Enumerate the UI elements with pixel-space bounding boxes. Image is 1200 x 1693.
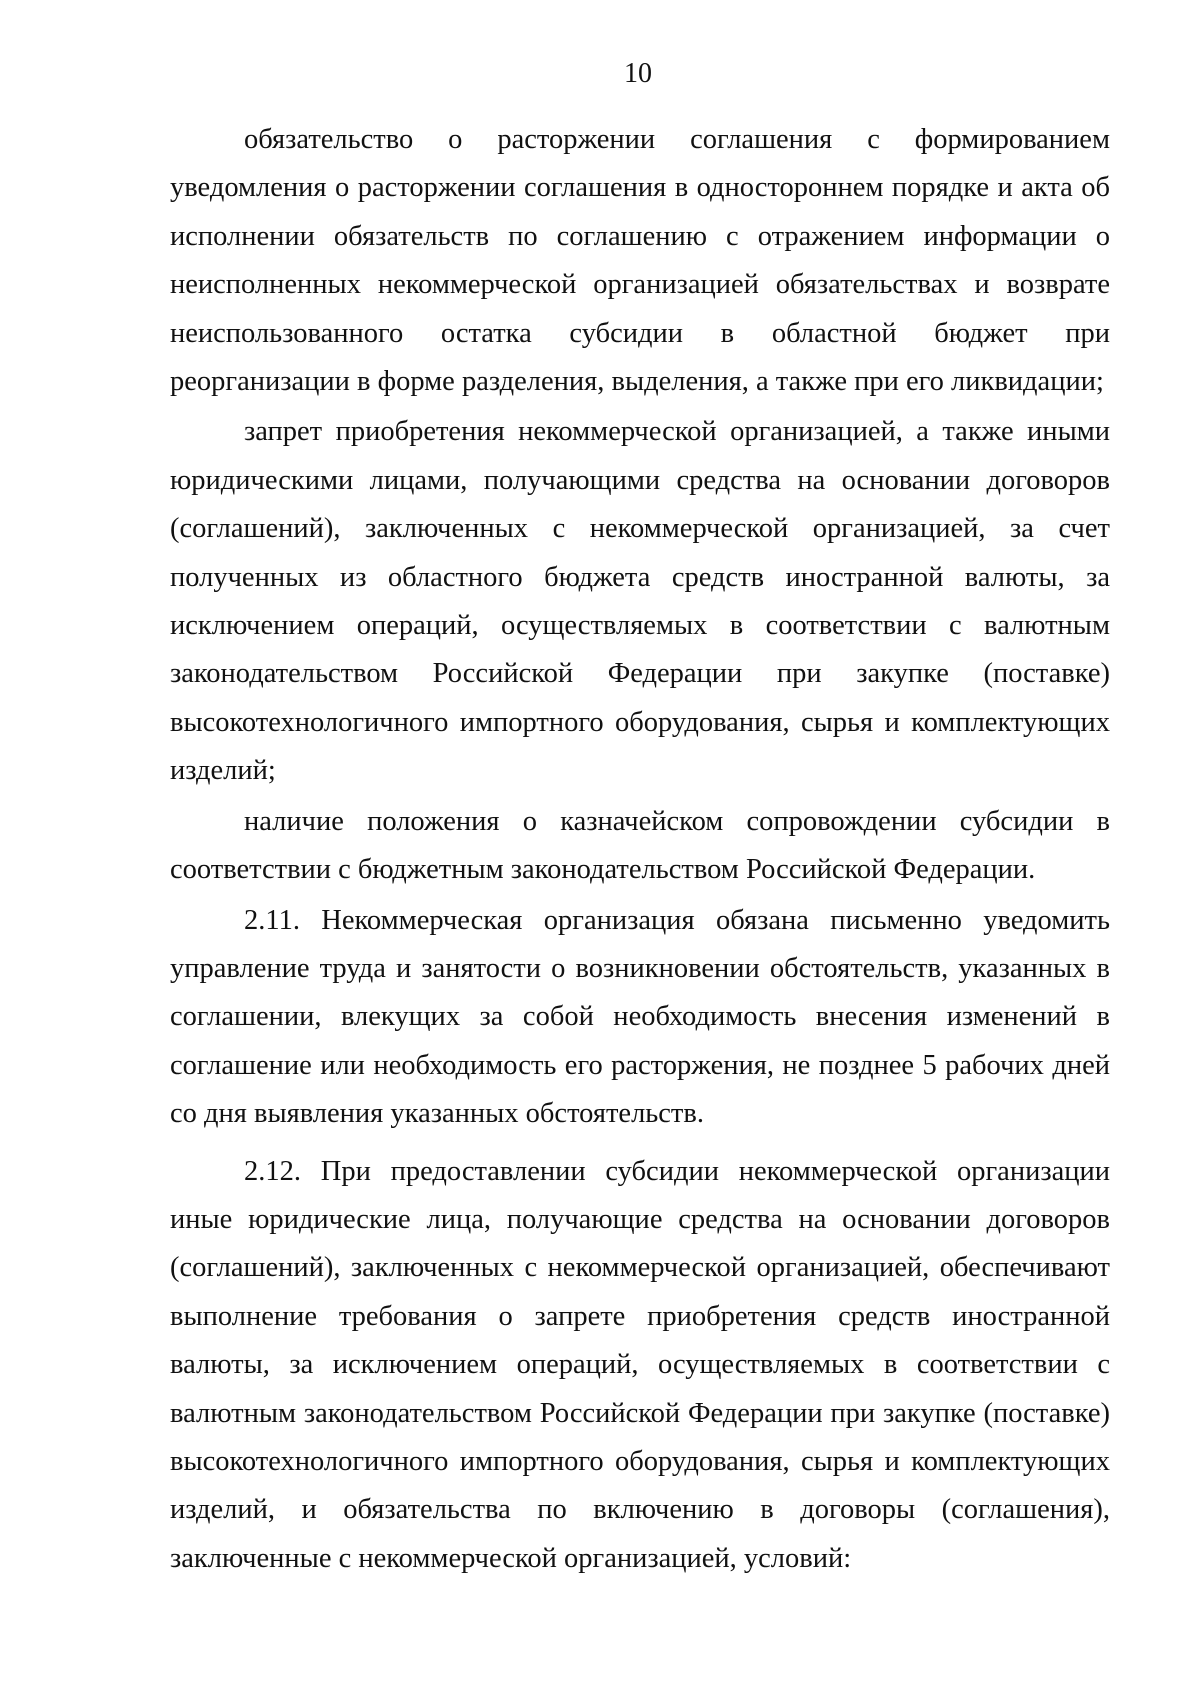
paragraph-treasury-support: наличие положения о казначейском сопровождении субсидии в соответствии с бюджетным законодательством Российской Федерации. (170, 805, 1110, 886)
paragraph-2-11: 2.11. Некоммерческая организация обязана письменно уведомить управление труда и занятости о возникновении обстоятельств, указанных в соглашении, влекущих за собой необходимость внесения изменений в соглашение или необходимость его расторжения, не позднее 5 рабочих дней со дня выявления указанных обстоятельств. (170, 904, 1110, 1130)
document-body (170, 116, 1110, 1583)
paragraph-termination-obligation: обязательство о расторжении соглашения с формированием уведомления о расторжении соглашения в одностороннем порядке и акта об исполнении обязательств по соглашению с отражением информации о неисполненных некоммерческой организацией обязательствах и возврате неиспользованного остатка субсидии в областной бюджет при реорганизации в форме разделения, выделения, а также при его ликвидации; (170, 124, 1110, 398)
paragraph-2-12: 2.12. При предоставлении субсидии некоммерческой организации иные юридические лица, получающие средства на основании договоров (соглашений), заключенных с некоммерческой организацией, обеспечивают выполнение требования о запрете приобретения средств иностранной валюты, за исключением операций, осуществляемых в соответствии с валютным законодательством Российской Федерации при закупке (поставке) высокотехнологичного импортного оборудования, сырья и комплектующих изделий, и обязательства по включению в договоры (соглашения), заключенные с некоммерческой организацией, условий: (170, 1155, 1110, 1574)
page-number: 10 (624, 58, 652, 89)
paragraph-currency-purchase-ban: запрет приобретения некоммерческой организацией, а также иными юридическими лицами, получающими средства на основании договоров (соглашений), заключенных с некоммерческой организацией, за счет полученных из областного бюджета средств иностранной валюты, за исключением операций, осуществляемых в соответствии с валютным законодательством Российской Федерации при закупке (поставке) высокотехнологичного импортного оборудования, сырья и комплектующих изделий; (170, 416, 1110, 787)
